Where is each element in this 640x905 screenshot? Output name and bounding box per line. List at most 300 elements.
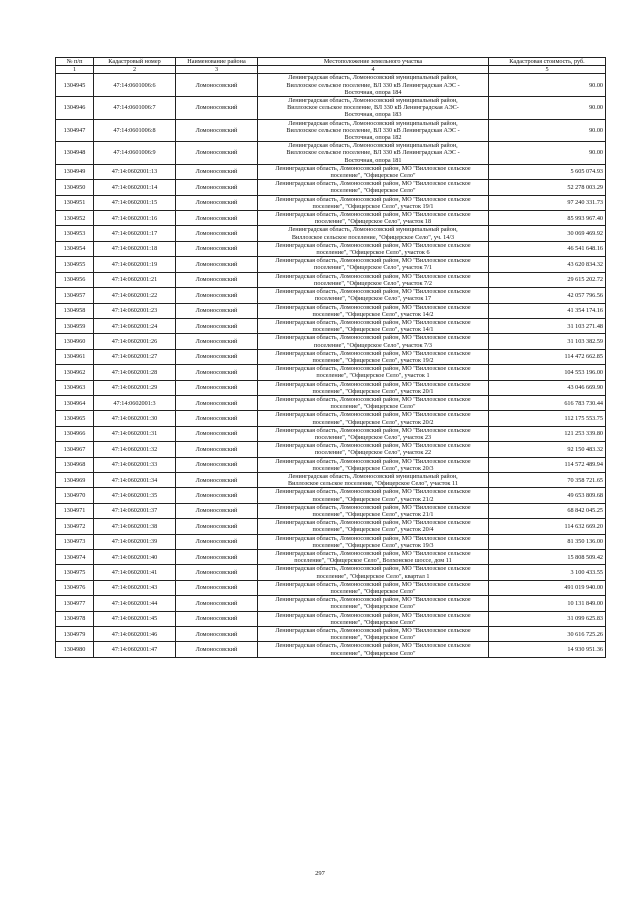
cadastral-number-cell: 47:14:0602001:14 (94, 180, 176, 195)
table-row (56, 442, 606, 457)
location-line: поселение", "Офицерское Село", участок 21/1 (312, 510, 434, 518)
location-line: поселение", "Офицерское Село", участок 19/1 (312, 202, 434, 210)
row-number-cell: 1304947 (56, 119, 94, 142)
cadastral-number-cell: 47:14:0601006:6 (94, 74, 176, 97)
row-number-cell: 1304952 (56, 211, 94, 226)
location-line: Ленинградская область, Ломоносовский район, МО "Виллозское сельское (275, 457, 471, 465)
cadastral-number-cell: 47:14:0601006:9 (94, 142, 176, 165)
row-number-cell: 1304958 (56, 303, 94, 318)
location-line: Ленинградская область, Ломоносовский район, МО "Виллозское сельское (275, 395, 471, 403)
cadastral-value-cell: 15 808 509.42 (489, 550, 606, 565)
table-row (56, 272, 606, 287)
table-row (56, 303, 606, 318)
location-cell (258, 334, 489, 349)
location-line: Ленинградская область, Ломоносовский район, МО "Виллозское сельское (275, 611, 471, 619)
location-cell (258, 226, 489, 241)
table-row (56, 519, 606, 534)
cadastral-value-cell: 92 150 483.32 (489, 442, 606, 457)
cadastral-value-cell: 90.00 (489, 97, 606, 120)
cadastral-number-cell: 47:14:0602001:17 (94, 226, 176, 241)
cadastral-number-cell: 47:14:0601006:7 (94, 97, 176, 120)
location-line: Ленинградская область, Ломоносовский район, МО "Виллозское сельское (275, 380, 471, 388)
row-number-cell: 1304968 (56, 457, 94, 472)
cadastral-number-cell: 47:14:0602001:19 (94, 257, 176, 272)
district-cell: Ломоносовский (176, 395, 258, 410)
cadastral-value-cell: 114 632 669.20 (489, 519, 606, 534)
cadastral-value-cell: 70 358 721.65 (489, 472, 606, 487)
location-line: Виллозское сельское поселение, ВЛ 330 кВ Ленинградская АЭС - (286, 149, 460, 157)
table-row (56, 365, 606, 380)
location-cell (258, 488, 489, 503)
district-cell: Ломоносовский (176, 257, 258, 272)
column-number: 4 (258, 66, 489, 74)
location-line: Ленинградская область, Ломоносовский район, МО "Виллозское сельское (275, 288, 471, 296)
location-line: поселение", "Офицерское Село", участок 19/2 (312, 356, 434, 364)
cadastral-number-cell: 47:14:0602001:28 (94, 365, 176, 380)
header-location: Местоположение земельного участка (258, 58, 489, 66)
table-row (56, 596, 606, 611)
row-number-cell: 1304963 (56, 380, 94, 395)
district-cell: Ломоносовский (176, 119, 258, 142)
column-number: 3 (176, 66, 258, 74)
location-line: поселение", "Офицерское Село", участок 1 (316, 372, 430, 380)
location-cell (258, 164, 489, 179)
district-cell: Ломоносовский (176, 97, 258, 120)
location-line: Ленинградская область, Ломоносовский район, МО "Виллозское сельское (275, 642, 471, 650)
cadastral-number-cell: 47:14:0602001:39 (94, 534, 176, 549)
location-cell (258, 272, 489, 287)
location-cell (258, 349, 489, 364)
cadastral-value-cell: 31 103 271.48 (489, 318, 606, 333)
table-row (56, 627, 606, 642)
location-cell (258, 519, 489, 534)
row-number-cell: 1304966 (56, 426, 94, 441)
location-line: поселение", "Офицерское Село", участок 14/1 (312, 326, 434, 334)
cadastral-number-cell: 47:14:0602001:26 (94, 334, 176, 349)
district-cell: Ломоносовский (176, 74, 258, 97)
cadastral-value-cell: 52 278 003.29 (489, 180, 606, 195)
cadastral-number-cell: 47:14:0602001:33 (94, 457, 176, 472)
location-line: поселение", "Офицерское Село", участок 7/1 (314, 264, 432, 272)
location-line: Восточная, опора 184 (344, 88, 402, 96)
column-number: 2 (94, 66, 176, 74)
cadastral-number-cell: 47:14:0602001:24 (94, 318, 176, 333)
row-number-cell: 1304973 (56, 534, 94, 549)
cadastral-number-cell: 47:14:0602001:30 (94, 411, 176, 426)
cadastral-number-cell: 47:14:0602001:45 (94, 611, 176, 626)
district-cell: Ломоносовский (176, 226, 258, 241)
district-cell: Ломоносовский (176, 519, 258, 534)
table-row (56, 472, 606, 487)
location-line: Ленинградская область, Ломоносовский район, МО "Виллозское сельское (275, 349, 471, 357)
header-district: Наименование района (176, 58, 258, 66)
location-line: Ленинградская область, Ломоносовский район, МО "Виллозское сельское (275, 211, 471, 219)
location-cell (258, 596, 489, 611)
location-cell (258, 195, 489, 210)
cadastral-value-cell: 46 541 648.16 (489, 241, 606, 256)
location-cell (258, 257, 489, 272)
cadastral-number-cell: 47:14:0602001:46 (94, 627, 176, 642)
table-row (56, 534, 606, 549)
district-cell: Ломоносовский (176, 180, 258, 195)
district-cell: Ломоносовский (176, 611, 258, 626)
location-line: Ленинградская область, Ломоносовский район, МО "Виллозское сельское (275, 411, 471, 419)
district-cell: Ломоносовский (176, 534, 258, 549)
location-cell (258, 142, 489, 165)
cadastral-value-cell: 68 842 045.25 (489, 503, 606, 518)
location-line: Ленинградская область, Ломоносовский муниципальный район, (288, 142, 458, 150)
location-line: поселение", "Офицерское Село", Волхонское шоссе, дом 11 (294, 557, 452, 565)
location-cell (258, 503, 489, 518)
cadastral-value-table (55, 57, 606, 658)
row-number-cell: 1304965 (56, 411, 94, 426)
location-line: Ленинградская область, Ломоносовский муниципальный район, (288, 97, 458, 105)
table-row (56, 180, 606, 195)
district-cell: Ломоносовский (176, 365, 258, 380)
cadastral-value-cell: 90.00 (489, 119, 606, 142)
table-row (56, 411, 606, 426)
district-cell: Ломоносовский (176, 627, 258, 642)
row-number-cell: 1304978 (56, 611, 94, 626)
row-number-cell: 1304979 (56, 627, 94, 642)
location-line: поселение", "Офицерское Село" (330, 172, 416, 180)
location-line: поселение", "Офицерское Село", участок 6 (316, 249, 430, 257)
column-number-row (56, 66, 606, 74)
district-cell: Ломоносовский (176, 195, 258, 210)
location-cell (258, 303, 489, 318)
table-row (56, 395, 606, 410)
cadastral-number-cell: 47:14:0602001:13 (94, 164, 176, 179)
district-cell: Ломоносовский (176, 241, 258, 256)
location-line: поселение", "Офицерское Село", участок 22 (314, 449, 432, 457)
district-cell: Ломоносовский (176, 334, 258, 349)
location-cell (258, 241, 489, 256)
location-line: поселение", "Офицерское Село" (330, 634, 416, 642)
row-number-cell: 1304969 (56, 472, 94, 487)
location-cell (258, 411, 489, 426)
row-number-cell: 1304964 (56, 395, 94, 410)
table-row (56, 642, 606, 657)
location-line: Ленинградская область, Ломоносовский муниципальный район, (288, 226, 458, 234)
row-number-cell: 1304955 (56, 257, 94, 272)
location-cell (258, 180, 489, 195)
cadastral-value-cell: 43 620 834.32 (489, 257, 606, 272)
location-cell (258, 380, 489, 395)
cadastral-value-cell: 90.00 (489, 142, 606, 165)
location-line: поселение", "Офицерское Село", участок 21/2 (312, 495, 434, 503)
location-line: Ленинградская область, Ломоносовский район, МО "Виллозское сельское (275, 164, 471, 172)
location-cell (258, 318, 489, 333)
row-number-cell: 1304976 (56, 580, 94, 595)
location-line: поселение", "Офицерское Село" (330, 603, 416, 611)
table-row (56, 318, 606, 333)
cadastral-number-cell: 47:14:0602001:41 (94, 565, 176, 580)
row-number-cell: 1304974 (56, 550, 94, 565)
row-number-cell: 1304962 (56, 365, 94, 380)
cadastral-value-cell: 121 253 339.80 (489, 426, 606, 441)
table-row (56, 580, 606, 595)
location-cell (258, 611, 489, 626)
location-line: поселение", "Офицерское Село", участок 23 (314, 433, 432, 441)
table-row (56, 503, 606, 518)
cadastral-value-cell: 5 605 074.93 (489, 164, 606, 179)
cadastral-number-cell: 47:14:0602001:16 (94, 211, 176, 226)
cadastral-value-cell: 30 069 469.92 (489, 226, 606, 241)
district-cell: Ломоносовский (176, 288, 258, 303)
cadastral-value-cell: 114 472 662.85 (489, 349, 606, 364)
district-cell: Ломоносовский (176, 411, 258, 426)
cadastral-number-cell: 47:14:0602001:44 (94, 596, 176, 611)
location-cell (258, 395, 489, 410)
location-cell (258, 457, 489, 472)
location-line: Восточная, опора 182 (344, 134, 402, 142)
cadastral-number-cell: 47:14:0602001:23 (94, 303, 176, 318)
location-line: Виллозское сельское поселение, "Офицерское Село", участок 11 (288, 480, 458, 488)
district-cell: Ломоносовский (176, 503, 258, 518)
cadastral-number-cell: 47:14:0602001:18 (94, 241, 176, 256)
cadastral-value-cell: 81 350 136.00 (489, 534, 606, 549)
table-row (56, 334, 606, 349)
location-line: поселение", "Офицерское Село" (330, 588, 416, 596)
district-cell: Ломоносовский (176, 642, 258, 657)
column-number: 1 (56, 66, 94, 74)
location-line: поселение", "Офицерское Село" (330, 403, 416, 411)
location-line: Ленинградская область, Ломоносовский район, МО "Виллозское сельское (275, 365, 471, 373)
location-line: Ленинградская область, Ломоносовский район, МО "Виллозское сельское (275, 565, 471, 573)
row-number-cell: 1304960 (56, 334, 94, 349)
row-number-cell: 1304956 (56, 272, 94, 287)
table-row (56, 226, 606, 241)
row-number-cell: 1304945 (56, 74, 94, 97)
cadastral-number-cell: 47:14:0601006:8 (94, 119, 176, 142)
location-cell (258, 534, 489, 549)
row-number-cell: 1304970 (56, 488, 94, 503)
location-line: поселение", "Офицерское Село", участок 14/2 (312, 310, 434, 318)
cadastral-value-cell: 85 993 967.40 (489, 211, 606, 226)
table-row (56, 74, 606, 97)
district-cell: Ломоносовский (176, 426, 258, 441)
table-row (56, 550, 606, 565)
location-line: Ленинградская область, Ломоносовский район, МО "Виллозское сельское (275, 257, 471, 265)
table-row (56, 142, 606, 165)
location-line: Ленинградская область, Ломоносовский муниципальный район, (288, 119, 458, 127)
location-cell (258, 97, 489, 120)
district-cell: Ломоносовский (176, 488, 258, 503)
cadastral-number-cell: 47:14:0602001:38 (94, 519, 176, 534)
location-line: Ленинградская область, Ломоносовский район, МО "Виллозское сельское (275, 426, 471, 434)
cadastral-number-cell: 47:14:0602001:35 (94, 488, 176, 503)
cadastral-value-cell: 41 354 174.16 (489, 303, 606, 318)
district-cell: Ломоносовский (176, 550, 258, 565)
location-line: Ленинградская область, Ломоносовский район, МО "Виллозское сельское (275, 303, 471, 311)
location-line: поселение", "Офицерское Село", участок 20/1 (312, 387, 434, 395)
row-number-cell: 1304961 (56, 349, 94, 364)
row-number-cell: 1304949 (56, 164, 94, 179)
cadastral-number-cell: 47:14:0602001:27 (94, 349, 176, 364)
location-line: поселение", "Офицерское Село" (330, 618, 416, 626)
header-cadastral-number: Кадастровый номер (94, 58, 176, 66)
location-line: поселение", "Офицерское Село" (330, 187, 416, 195)
district-cell: Ломоносовский (176, 303, 258, 318)
location-cell (258, 580, 489, 595)
cadastral-number-cell: 47:14:0602001:34 (94, 472, 176, 487)
district-cell: Ломоносовский (176, 565, 258, 580)
row-number-cell: 1304954 (56, 241, 94, 256)
table-row (56, 611, 606, 626)
cadastral-value-cell: 43 046 669.90 (489, 380, 606, 395)
row-number-cell: 1304957 (56, 288, 94, 303)
location-line: Ленинградская область, Ломоносовский район, МО "Виллозское сельское (275, 488, 471, 496)
table-row (56, 349, 606, 364)
location-line: поселение", "Офицерское Село" (330, 649, 416, 657)
location-line: поселение", "Офицерское Село", участок 20/2 (312, 418, 434, 426)
location-line: Ленинградская область, Ломоносовский район, МО "Виллозское сельское (275, 272, 471, 280)
location-cell (258, 288, 489, 303)
location-line: Виллозское сельское поселение, ВЛ 330 кВ Ленинградская АЭС - (286, 126, 460, 134)
table-row (56, 426, 606, 441)
cadastral-value-cell: 90.00 (489, 74, 606, 97)
location-line: Ленинградская область, Ломоносовский район, МО "Виллозское сельское (275, 503, 471, 511)
cadastral-value-cell: 97 240 331.73 (489, 195, 606, 210)
row-number-cell: 1304977 (56, 596, 94, 611)
header-cadastral-value: Кадастровая стоимость, руб. (489, 58, 606, 66)
location-line: поселение", "Офицерское Село", участок 17 (314, 295, 432, 303)
district-cell: Ломоносовский (176, 457, 258, 472)
district-cell: Ломоносовский (176, 380, 258, 395)
location-line: Ленинградская область, Ломоносовский район, МО "Виллозское сельское (275, 550, 471, 557)
location-line: поселение", "Офицерское Село", участок 19/3 (312, 541, 434, 549)
location-line: Ленинградская область, Ломоносовский муниципальный район, (288, 74, 458, 82)
location-cell (258, 365, 489, 380)
cadastral-value-cell: 104 553 196.00 (489, 365, 606, 380)
location-line: Ленинградская область, Ломоносовский район, МО "Виллозское сельское (275, 519, 471, 527)
table-row (56, 488, 606, 503)
cadastral-value-cell: 112 175 553.75 (489, 411, 606, 426)
location-cell (258, 642, 489, 657)
cadastral-number-cell: 47:14:0602001:31 (94, 426, 176, 441)
location-cell (258, 627, 489, 642)
table-row (56, 195, 606, 210)
location-line: Восточная, опора 181 (344, 156, 402, 164)
table-row (56, 457, 606, 472)
district-cell: Ломоносовский (176, 272, 258, 287)
district-cell: Ломоносовский (176, 142, 258, 165)
table-row (56, 119, 606, 142)
cadastral-number-cell: 47:14:0602001:3 (94, 395, 176, 410)
district-cell: Ломоносовский (176, 596, 258, 611)
table-row (56, 97, 606, 120)
location-cell (258, 442, 489, 457)
location-line: Восточная, опора 183 (344, 111, 402, 119)
location-line: Ленинградская область, Ломоносовский муниципальный район, (288, 472, 458, 480)
location-cell (258, 472, 489, 487)
location-line: поселение", "Офицерское Село", участок 7/3 (314, 341, 432, 349)
district-cell: Ломоносовский (176, 211, 258, 226)
district-cell: Ломоносовский (176, 580, 258, 595)
cadastral-value-cell: 30 616 725.26 (489, 627, 606, 642)
location-line: поселение", "Офицерское Село", участок 18 (314, 218, 432, 226)
location-line: Ленинградская область, Ломоносовский район, МО "Виллозское сельское (275, 195, 471, 203)
location-line: Ленинградская область, Ломоносовский район, МО "Виллозское сельское (275, 442, 471, 450)
table-row (56, 241, 606, 256)
cadastral-number-cell: 47:14:0602001:21 (94, 272, 176, 287)
cadastral-value-cell: 14 930 951.36 (489, 642, 606, 657)
district-cell: Ломоносовский (176, 472, 258, 487)
page-number: 297 (315, 870, 325, 877)
district-cell: Ломоносовский (176, 164, 258, 179)
cadastral-value-cell: 31 099 625.83 (489, 611, 606, 626)
table-body (56, 74, 606, 657)
location-line: поселение", "Офицерское Село", участок 20/3 (312, 464, 434, 472)
row-number-cell: 1304946 (56, 97, 94, 120)
row-number-cell: 1304980 (56, 642, 94, 657)
row-number-cell: 1304951 (56, 195, 94, 210)
row-number-cell: 1304972 (56, 519, 94, 534)
column-number: 5 (489, 66, 606, 74)
cadastral-number-cell: 47:14:0602001:40 (94, 550, 176, 565)
cadastral-number-cell: 47:14:0602001:22 (94, 288, 176, 303)
district-cell: Ломоносовский (176, 318, 258, 333)
row-number-cell: 1304948 (56, 142, 94, 165)
row-number-cell: 1304967 (56, 442, 94, 457)
header-num: № п/п (56, 58, 94, 66)
location-line: Ленинградская область, Ломоносовский район, МО "Виллозское сельское (275, 241, 471, 249)
table-row (56, 257, 606, 272)
location-line: Виллозское сельское поселение, "Офицерское Село", уч. 14/3 (291, 233, 455, 241)
cadastral-value-cell: 42 057 796.56 (489, 288, 606, 303)
table-row (56, 380, 606, 395)
row-number-cell: 1304950 (56, 180, 94, 195)
row-number-cell: 1304959 (56, 318, 94, 333)
cadastral-value-cell: 10 131 849.00 (489, 596, 606, 611)
cadastral-value-cell: 3 100 433.55 (489, 565, 606, 580)
cadastral-value-cell: 31 103 382.59 (489, 334, 606, 349)
row-number-cell: 1304971 (56, 503, 94, 518)
cadastral-number-cell: 47:14:0602001:15 (94, 195, 176, 210)
cadastral-number-cell: 47:14:0602001:29 (94, 380, 176, 395)
location-line: Виллозское сельское поселение, ВЛ 330 кВ Ленинградская АЭС- (287, 104, 459, 112)
cadastral-number-cell: 47:14:0602001:32 (94, 442, 176, 457)
location-cell (258, 74, 489, 97)
location-cell (258, 565, 489, 580)
cadastral-value-cell: 29 615 202.72 (489, 272, 606, 287)
location-line: поселение", "Офицерское Село", квартал 1 (316, 572, 430, 580)
location-line: Ленинградская область, Ломоносовский район, МО "Виллозское сельское (275, 334, 471, 342)
table-row (56, 211, 606, 226)
location-line: Ленинградская область, Ломоносовский район, МО "Виллозское сельское (275, 180, 471, 188)
table-row (56, 288, 606, 303)
row-number-cell: 1304975 (56, 565, 94, 580)
location-line: Ленинградская область, Ломоносовский район, МО "Виллозское сельское (275, 596, 471, 604)
table-header-row (56, 58, 606, 66)
location-cell (258, 119, 489, 142)
location-line: поселение", "Офицерское Село", участок 7/2 (314, 279, 432, 287)
location-cell (258, 550, 489, 565)
location-cell (258, 426, 489, 441)
cadastral-number-cell: 47:14:0602001:43 (94, 580, 176, 595)
cadastral-value-cell: 491 019 940.00 (489, 580, 606, 595)
cadastral-value-cell: 616 783 730.44 (489, 395, 606, 410)
district-cell: Ломоносовский (176, 442, 258, 457)
location-line: Ленинградская область, Ломоносовский район, МО "Виллозское сельское (275, 580, 471, 588)
district-cell: Ломоносовский (176, 349, 258, 364)
table-row (56, 565, 606, 580)
row-number-cell: 1304953 (56, 226, 94, 241)
location-line: поселение", "Офицерское Село", участок 20/4 (312, 526, 434, 534)
location-line: Ленинградская область, Ломоносовский район, МО "Виллозское сельское (275, 627, 471, 635)
cadastral-number-cell: 47:14:0602001:47 (94, 642, 176, 657)
location-line: Ленинградская область, Ломоносовский район, МО "Виллозское сельское (275, 318, 471, 326)
